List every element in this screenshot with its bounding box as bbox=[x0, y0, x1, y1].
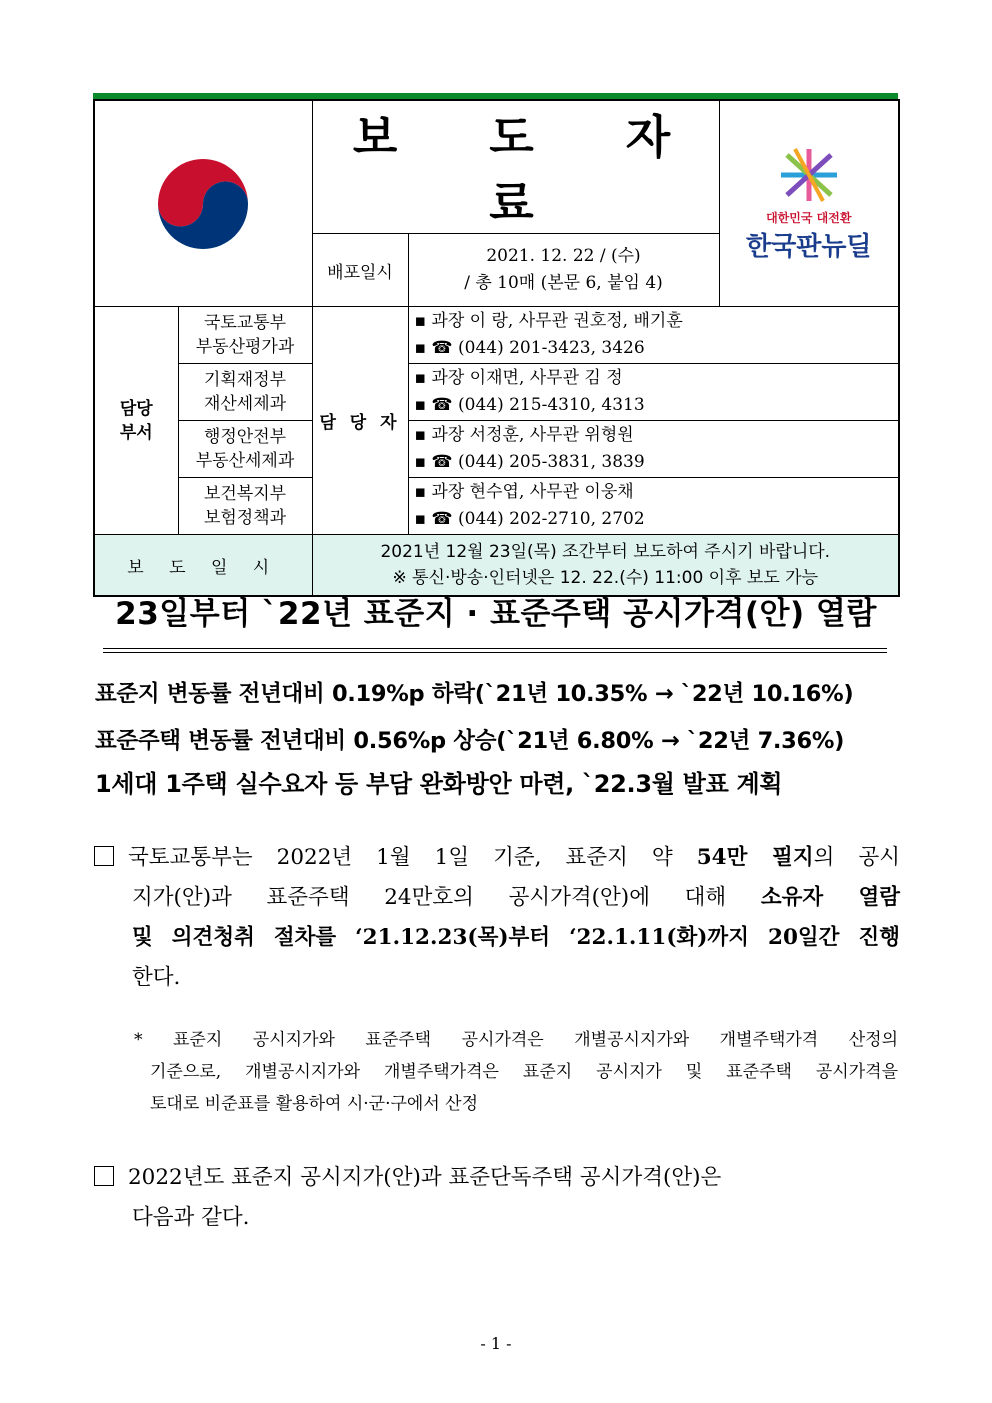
distribution-label: 배포일시 bbox=[312, 234, 408, 307]
footnote-line-2: 기준으로, 개별공시지가와 개별주택가격은 표준지 공시지가 및 표준주택 공시가격을 bbox=[150, 1062, 898, 1082]
division-name: 재산세제과 bbox=[203, 394, 287, 414]
contact-1 bbox=[408, 364, 899, 421]
staff-names: ▪ 과장 현수엽, 사무관 이웅채 bbox=[414, 482, 634, 502]
division-name: 부동산평가과 bbox=[195, 337, 295, 357]
brand-name: 한국판뉴딜 bbox=[745, 231, 872, 262]
paragraph-1-line-1: 국토교통부는 2022년 1월 1일 기준, 표준지 약 54만 필지의 공시 bbox=[94, 838, 900, 878]
distribution-date-line1: 2021. 12. 22 / (수) bbox=[486, 246, 641, 266]
ministry-name: 기획재정부 bbox=[203, 370, 287, 390]
brand-tagline: 대한민국 대전환 bbox=[766, 210, 852, 225]
headline-divider bbox=[103, 648, 887, 653]
subheading-1: 표준지 변동률 전년대비 0.19%p 하락(`21년 10.35% → `22년 10.16%) bbox=[95, 681, 854, 707]
korean-new-deal-logo bbox=[719, 100, 899, 307]
staff-names: ▪ 과장 서정훈, 사무관 위형원 bbox=[414, 425, 634, 445]
staff-names: ▪ 과장 이 랑, 사무관 권호정, 배기훈 bbox=[414, 311, 683, 331]
contact-3 bbox=[408, 478, 899, 535]
taegeuk-emblem-icon bbox=[143, 142, 263, 262]
subheading-2: 표준주택 변동률 전년대비 0.56%p 상승(`21년 6.80% → `22년 7.36%) bbox=[95, 728, 845, 754]
paragraph-2-line-2: 다음과 같다. bbox=[132, 1205, 250, 1230]
release-line-1: 2021년 12월 23일(목) 조간부터 보도하여 주시기 바랍니다. bbox=[380, 542, 831, 562]
press-release-header bbox=[93, 93, 898, 597]
footnote bbox=[134, 1024, 898, 1120]
department-3 bbox=[178, 478, 312, 535]
distribution-date bbox=[408, 234, 719, 307]
paragraph-2-line-1: 2022년도 표준지 공시지가(안)과 표준단독주택 공시가격(안)은 bbox=[94, 1158, 854, 1198]
new-deal-mark-icon bbox=[769, 145, 849, 205]
paragraph-1-line-2: 지가(안)과 표준주택 24만호의 공시가격(안)에 대해 소유자 열람 bbox=[132, 885, 900, 910]
paragraph-1 bbox=[94, 838, 900, 998]
government-emblem-cell bbox=[94, 100, 312, 307]
department-0 bbox=[178, 307, 312, 364]
division-name: 보험정책과 bbox=[203, 508, 287, 528]
division-name: 부동산세제과 bbox=[195, 451, 295, 471]
release-time-label: 보 도 일 시 bbox=[94, 535, 312, 597]
release-time-value bbox=[312, 535, 899, 597]
footnote-line-1: * 표준지 공시지가와 표준주택 공시가격은 개별공시지가와 개별주택가격 산정의 bbox=[134, 1030, 898, 1050]
contact-person-label: 담 당 자 bbox=[312, 307, 408, 535]
phone-numbers: ▪ ☎ (044) 205-3831, 3839 bbox=[414, 452, 645, 472]
page-number: - 1 - bbox=[480, 1334, 512, 1353]
contact-2 bbox=[408, 421, 899, 478]
staff-names: ▪ 과장 이재면, 사무관 김 정 bbox=[414, 368, 623, 388]
paragraph-1-line-3: 및 의견청취 절차를 ‘21.12.23(목)부터 ‘22.1.11(화)까지 20일간 진행 bbox=[132, 925, 900, 950]
phone-numbers: ▪ ☎ (044) 201-3423, 3426 bbox=[414, 338, 645, 358]
ministry-name: 국토교통부 bbox=[203, 313, 287, 333]
paragraph-2 bbox=[94, 1158, 854, 1238]
checkbox-bullet-icon bbox=[94, 1166, 114, 1186]
phone-numbers: ▪ ☎ (044) 202-2710, 2702 bbox=[414, 509, 645, 529]
ministry-name: 행정안전부 bbox=[203, 427, 287, 447]
headline: 23일부터 `22년 표준지 · 표준주택 공시가격(안) 열람 bbox=[115, 596, 877, 632]
header-table bbox=[93, 99, 900, 597]
checkbox-bullet-icon bbox=[94, 846, 114, 866]
ministry-name: 보건복지부 bbox=[203, 484, 287, 504]
phone-numbers: ▪ ☎ (044) 215-4310, 4313 bbox=[414, 395, 645, 415]
subheading-3: 1세대 1주택 실수요자 등 부담 완화방안 마련, `22.3월 발표 계획 bbox=[95, 770, 783, 798]
contact-0 bbox=[408, 307, 899, 364]
page-title: 보 도 자 료 bbox=[312, 100, 719, 234]
distribution-date-line2: / 총 10매 (본문 6, 붙임 4) bbox=[464, 273, 663, 293]
department-2 bbox=[178, 421, 312, 478]
paragraph-1-line-4: 한다. bbox=[132, 965, 181, 990]
footnote-line-3: 토대로 비준표를 활용하여 시·군·구에서 산정 bbox=[150, 1094, 479, 1114]
release-line-2: ※ 통신·방송·인터넷은 12. 22.(수) 11:00 이후 보도 가능 bbox=[392, 568, 819, 588]
department-label: 담당 부서 bbox=[94, 307, 178, 535]
department-1 bbox=[178, 364, 312, 421]
